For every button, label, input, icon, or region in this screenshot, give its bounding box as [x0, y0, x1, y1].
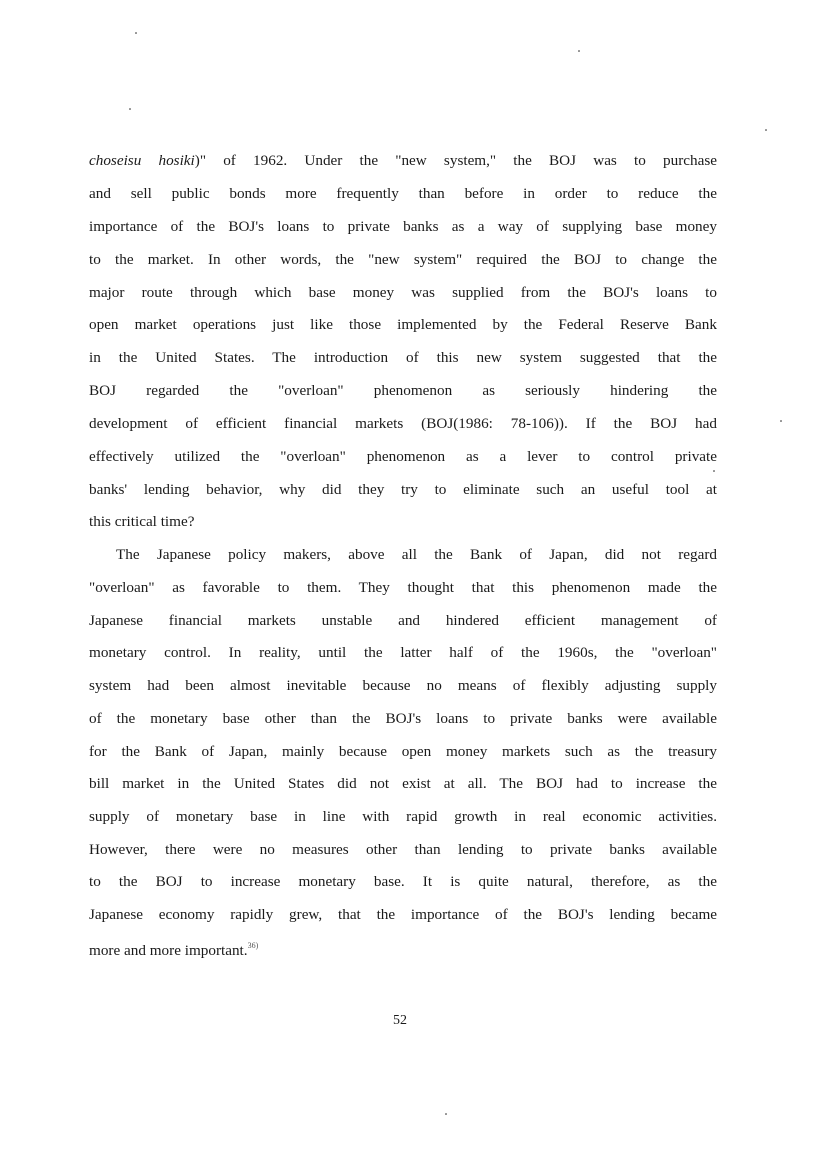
text-line: banks' lending behavior, why did they try to eliminate such an useful tool at [89, 481, 717, 498]
scan-speck [713, 470, 715, 472]
text-line: supply of monetary base in line with rapid growth in real economic activities. [89, 808, 717, 825]
scan-speck [765, 129, 767, 131]
text-line: in the United States. The introduction of this new system suggested that the [89, 349, 717, 366]
text-line: more and more important.$^{36)}$ [89, 941, 259, 959]
text-line: system had been almost inevitable because no means of flexibly adjusting supply [89, 677, 717, 694]
text-line: effectively utilized the "overloan" phenomenon as a lever to control private [89, 448, 717, 465]
text-line: for the Bank of Japan, mainly because open money markets such as the treasury [89, 743, 717, 760]
text-line: Japanese financial markets unstable and hindered efficient management of [89, 612, 717, 629]
text-line: of the monetary base other than the BOJ's loans to private banks were available [89, 710, 717, 727]
text-line: BOJ regarded the "overloan" phenomenon as seriously hindering the [89, 382, 717, 399]
text-line: major route through which base money was supplied from the BOJ's loans to [89, 284, 717, 301]
text-line: The Japanese policy makers, above all the Bank of Japan, did not regard [116, 546, 717, 563]
scan-speck [578, 50, 580, 52]
text-line: monetary control. In reality, until the latter half of the 1960s, the "overloan" [89, 644, 717, 661]
page-number: 52 [393, 1013, 407, 1028]
text-line: development of efficient financial markets (BOJ(1986: 78-106)). If the BOJ had [89, 415, 717, 432]
text-line: to the market. In other words, the "new system" required the BOJ to change the [89, 251, 717, 268]
scan-speck [445, 1113, 447, 1115]
text-line: to the BOJ to increase monetary base. It is quite natural, therefore, as the [89, 873, 717, 890]
scan-speck [135, 32, 137, 34]
text-line: open market operations just like those implemented by the Federal Reserve Bank [89, 316, 717, 333]
text-line: However, there were no measures other than lending to private banks available [89, 841, 717, 858]
text-line: and sell public bonds more frequently than before in order to reduce the [89, 185, 717, 202]
scan-speck [780, 420, 782, 422]
footnote-marker: 36) [247, 941, 259, 950]
scan-speck [129, 108, 131, 110]
italic-term: choseisu hosiki [89, 152, 195, 169]
text-line: this critical time? [89, 513, 195, 530]
text-line: importance of the BOJ's loans to private banks as a way of supplying base money [89, 218, 717, 235]
text-line: "overloan" as favorable to them. They thought that this phenomenon made the [89, 579, 717, 596]
text-line: Japanese economy rapidly grew, that the importance of the BOJ's lending became [89, 906, 717, 923]
text-line: bill market in the United States did not exist at all. The BOJ had to increase the [89, 775, 717, 792]
text-line: choseisu hosiki)" of 1962. Under the "new system," the BOJ was to purchase [89, 152, 717, 169]
